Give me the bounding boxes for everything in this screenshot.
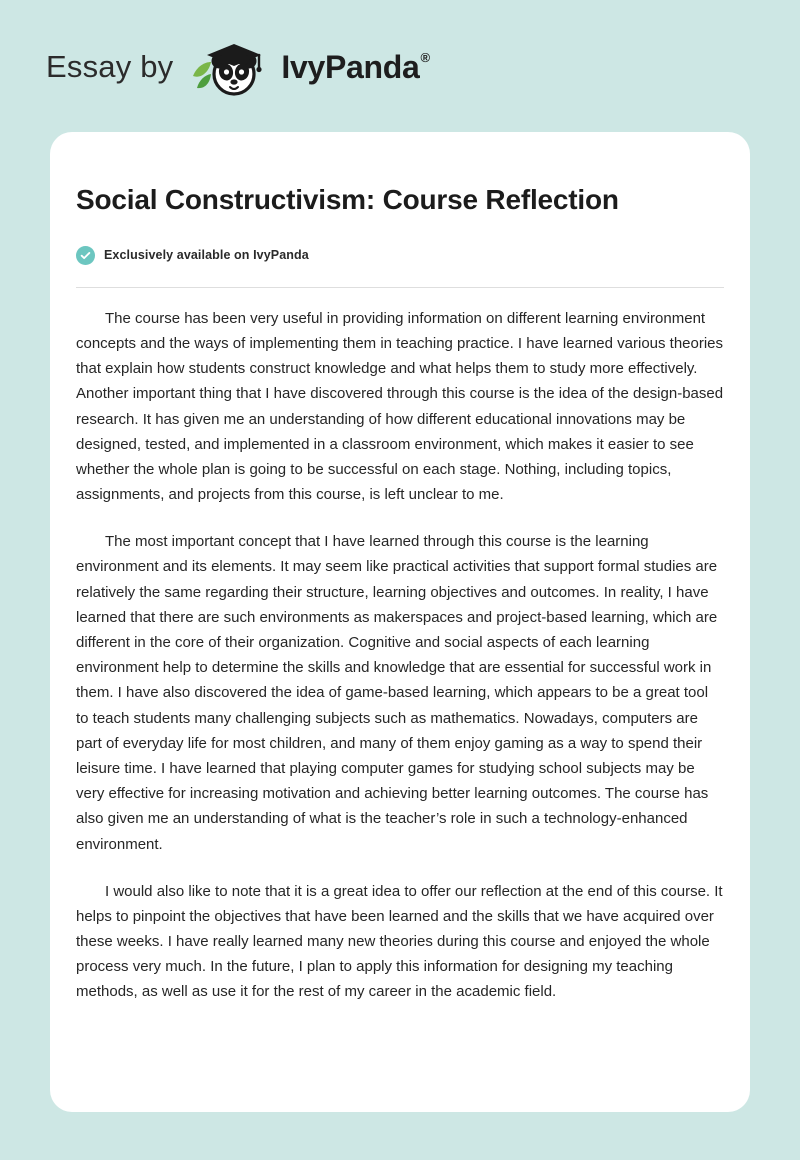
status-badge-label: Exclusively available on IvyPanda <box>104 248 309 263</box>
brand-header <box>0 0 800 96</box>
brand-name-text: IvyPanda <box>281 48 420 85</box>
paragraph: I would also like to note that it is a great idea to offer our reflection at the end of this course. It helps to pinpoint the objectives that have been learned and the skills that we have acquired over these weeks. I have really learned many new theories during this course and enjoyed the whole process very much. In the future, I plan to apply this information for designing my teaching methods, as well as use it for the rest of my career in the academic field. <box>76 882 723 1001</box>
panda-graduate-icon <box>187 36 273 98</box>
paragraph: The course has been very useful in providing information on different learning environment concepts and the ways of implementing them in teaching practice. I have learned various theories that explain how students construct knowledge and what helps them to study more effectively. Another important thing that I have discovered through this course is the idea of the design-based research. It has given me an understanding of how different educational innovations may be designed, tested, and implemented in a classroom environment, which makes it easier to see whether the whole plan is going to be successful on each stage. Nothing, including topics, assignments, and projects from this course, is left unclear to me. <box>76 309 724 504</box>
status-badge <box>76 246 724 265</box>
check-circle-icon <box>76 246 95 265</box>
brand-trademark: ® <box>420 49 430 65</box>
brand-logo[interactable] <box>187 36 428 98</box>
document-card <box>50 132 750 1112</box>
essay-body <box>76 306 724 1005</box>
essay-by-label: Essay by <box>46 49 174 84</box>
page-title: Social Constructivism: Course Reflection <box>76 184 619 215</box>
brand-name <box>281 49 428 86</box>
paragraph: The most important concept that I have learned through this course is the learning environment and its elements. It may seem like practical activities that support formal studies are relatively the same regarding their structure, learning objectives and outcomes. In reality, I have learned that there are such environments as makerspaces and project-based learning, which are different in the core of their organization. Cognitive and social aspects of each learning environment help to determine the skills and knowledge that are essential for successful work in them. I have also discovered the idea of game-based learning, which appears to be a great tool to teach students many challenging subjects such as mathematics. Nowadays, computers are part of everyday life for most children, and many of them enjoy gaming as a way to spend their leisure time. I have learned that playing computer games for studying school subjects may be very effective for increasing motivation and achieving better learning outcomes. The course has also given me an understanding of what is the teacher’s role in such a technology-enhanced environment. <box>76 533 718 853</box>
header-divider <box>76 287 724 288</box>
